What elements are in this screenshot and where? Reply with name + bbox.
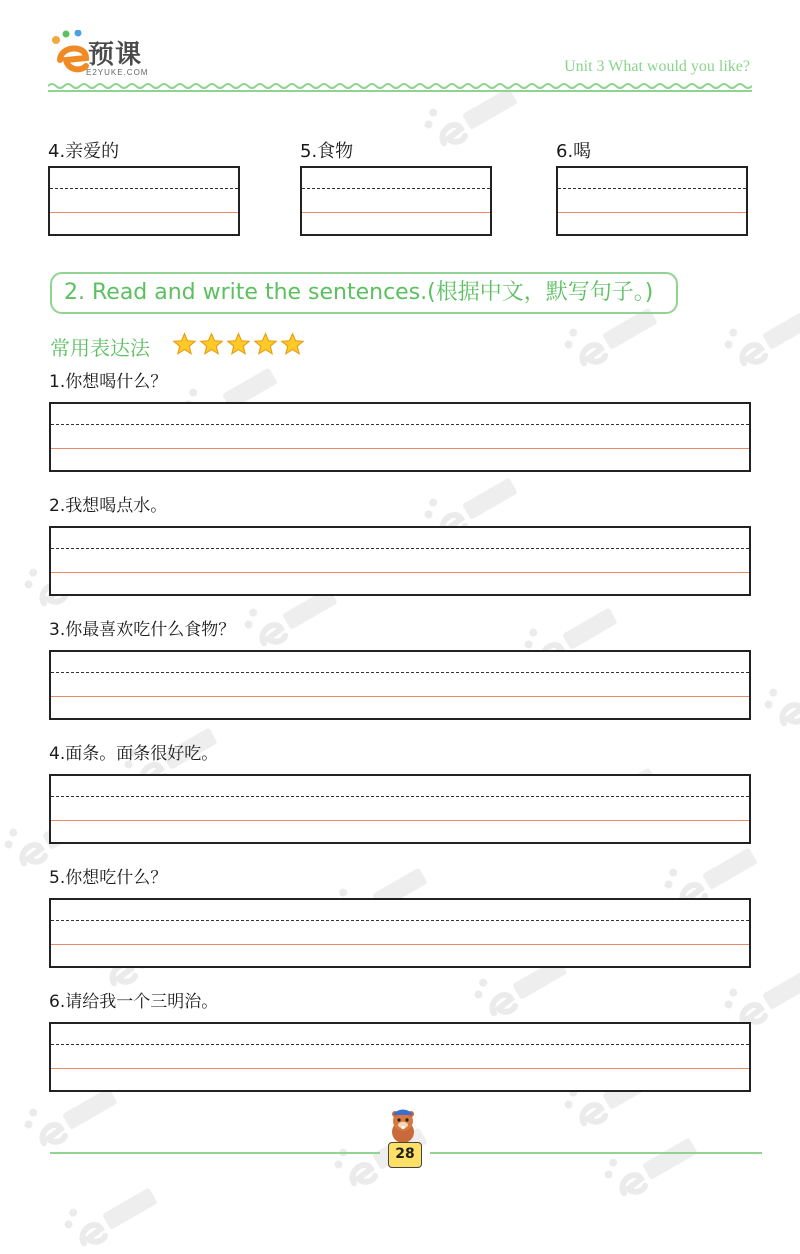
logo-text: 预课 [88, 40, 143, 70]
star-icon [226, 332, 251, 357]
word-writing-box[interactable] [300, 166, 492, 236]
sentence-writing-box[interactable] [49, 774, 751, 844]
sub-heading: 常用表达法 [50, 336, 150, 360]
word-item [556, 138, 748, 236]
word-label: 4.亲爱的 [48, 141, 120, 162]
logo-subtitle: E2YUKE.COM [86, 68, 149, 77]
watermark-logo-icon [330, 1120, 440, 1190]
word-writing-box[interactable] [48, 166, 240, 236]
page-number: 28 [388, 1142, 422, 1168]
watermark-logo-icon [600, 1130, 710, 1200]
sentence-item [49, 494, 751, 596]
sentence-writing-box[interactable] [49, 1022, 751, 1092]
sentence-item [49, 866, 751, 968]
sentence-label: 2.我想喝点水。 [49, 496, 168, 516]
footer-line-right [430, 1152, 762, 1154]
word-item [48, 138, 240, 236]
unit-title: Unit 3 What would you like? [564, 58, 750, 75]
word-item [300, 138, 492, 236]
star-icon [280, 332, 305, 357]
star-rating [172, 332, 305, 360]
sentence-writing-box[interactable] [49, 402, 751, 472]
star-icon [172, 332, 197, 357]
sentence-item [49, 742, 751, 844]
sentence-label: 5.你想吃什么？ [49, 868, 168, 888]
header-wave-divider [48, 82, 752, 94]
sentence-label: 1.你想喝什么？ [49, 372, 168, 392]
sentence-writing-box[interactable] [49, 526, 751, 596]
beaver-mascot-icon [386, 1106, 420, 1144]
sentence-item [49, 370, 751, 472]
watermark-logo-icon [60, 1180, 170, 1250]
watermark-logo-icon [720, 300, 800, 370]
word-label: 6.喝 [556, 141, 592, 162]
sentence-writing-box[interactable] [49, 898, 751, 968]
sentence-label: 6.请给我一个三明治。 [49, 992, 219, 1012]
word-writing-box[interactable] [556, 166, 748, 236]
watermark-logo-icon [760, 660, 800, 730]
sentence-item [49, 618, 751, 720]
star-icon [199, 332, 224, 357]
sentence-item [49, 990, 751, 1092]
star-icon [253, 332, 278, 357]
sentence-label: 4.面条。面条很好吃。 [49, 744, 219, 764]
sentence-writing-box[interactable] [49, 650, 751, 720]
section-title: 2. Read and write the sentences.(根据中文，默写句子。) [50, 272, 678, 314]
sentence-label: 3.你最喜欢吃什么食物？ [49, 620, 236, 640]
footer-line-left [50, 1152, 380, 1154]
word-label: 5.食物 [300, 141, 354, 162]
